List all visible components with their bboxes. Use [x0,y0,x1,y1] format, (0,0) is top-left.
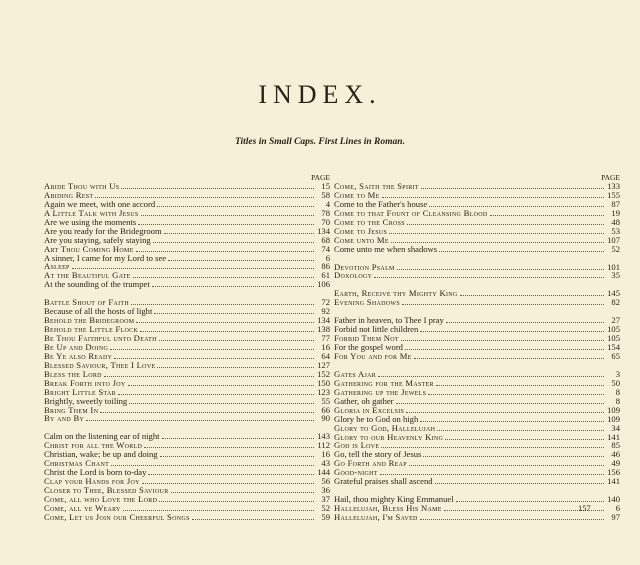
dot-leader [104,376,314,377]
entry-page-number: 109 [607,413,620,424]
dot-leader [405,349,604,350]
page-column-header: PAGE [311,173,330,182]
entry-title: Devotion Psalm [334,261,395,272]
index-entry [334,352,620,361]
entry-page-number: 46 [611,449,620,460]
entry-title: Are you staying, safely staying [44,234,151,245]
dot-leader [136,251,314,252]
dot-leader [420,519,604,520]
entry-page-number: 107 [607,234,620,245]
entry-page-number: 56 [321,476,330,487]
entry-page-number: 150 [317,377,330,388]
entry-page-number: 82 [611,297,620,308]
dot-leader [171,492,315,493]
entry-title: Come to the Cross [334,216,405,227]
dot-leader [136,322,314,323]
dot-leader [382,197,604,198]
dot-leader [456,501,604,502]
dot-leader [141,215,314,216]
entry-page-number: 66 [321,404,330,415]
entry-page-number: 87 [611,198,620,209]
entry-title: Abide Thou with Us [44,181,120,191]
dot-leader [420,421,604,422]
index-entry [44,280,330,289]
entry-page-number: 43 [321,458,330,469]
index-entry [44,414,330,423]
entry-page-number: 15 [321,181,330,191]
dot-leader [420,331,604,332]
entry-page-number: 134 [317,225,330,236]
dot-leader [402,304,604,305]
index-entry [44,254,330,263]
entry-title: Be Ye also Ready [44,350,113,361]
index-entry [44,513,330,522]
entry-title: Behold the Little Flock [44,324,139,335]
left-entry-list [44,182,330,522]
entry-title: Brightly, sweetly toiling [44,395,128,406]
entry-title: By and By [44,413,85,424]
entry-page-number: 141 [607,476,620,487]
dot-leader [133,277,314,278]
entry-title: Doxology [334,270,373,281]
entry-page-number: 106 [317,279,330,290]
dot-leader [391,242,604,243]
entry-title: Bless the Lord [44,368,102,379]
dot-leader [168,260,314,261]
entry-title: At the sounding of the trumpet [44,279,150,290]
dot-leader [153,242,314,243]
entry-page-number: 140 [607,494,620,505]
entry-title: Are you ready for the Bridegroom [44,225,162,236]
entry-title: Glory to God, Hallelujah [334,422,436,433]
entry-title: At the Beautiful Gate [44,270,131,281]
dot-leader [397,269,604,270]
index-entry [44,406,330,415]
entry-title: Clap your Hands for Joy [44,476,140,487]
entry-title: For the gospel word [334,342,403,353]
dot-leader [131,304,314,305]
dot-leader [436,385,604,386]
entry-page-number: 134 [317,315,330,326]
dot-leader [72,268,314,269]
entry-title: Forbid not little children [334,324,419,335]
entry-page-number: 6 [615,503,620,514]
entry-page-number: 52 [611,243,620,254]
dot-leader [118,394,314,395]
entry-page-number: 101 [607,261,620,272]
left-index-column [44,173,330,522]
entry-title: Come unto me when shadows [334,243,438,254]
dot-leader [128,385,315,386]
entry-title: Gathering for the Master [334,377,434,388]
dot-leader [374,277,604,278]
dot-leader [414,358,604,359]
entry-title: Because of all the hosts of light [44,306,153,317]
index-entry [334,298,620,307]
entry-title: Come, all ye Weary [44,502,121,513]
entry-page-number: 6 [325,252,330,263]
entry-page-number: 34 [611,422,620,433]
entry-page-number: 19 [611,207,620,218]
entry-page-number: 145 [607,288,620,299]
entry-title: Evening Shadows [334,297,401,308]
dot-leader [380,474,604,475]
entry-title: Gathering up the Jewels [334,386,427,397]
page-number: 157 [578,503,591,513]
entry-page-number: 58 [321,189,330,200]
dot-leader [152,286,314,287]
entry-page-number: 55 [321,395,330,406]
entry-page-number: 8 [615,395,620,406]
entry-title: Calm on the listening ear of night [44,431,160,442]
entry-page-number: 154 [607,342,620,353]
entry-title: Gather, oh gather [334,395,394,406]
entry-title: Glory be to God on high [334,413,419,424]
dot-leader [148,474,314,475]
dot-leader [164,233,314,234]
entry-page-number: 155 [607,189,620,200]
dot-leader [100,412,314,413]
entry-title: Come to Me [334,189,380,200]
dot-leader [123,510,314,511]
entry-page-number: 133 [607,181,620,191]
dot-leader [110,349,314,350]
dot-leader [86,420,314,421]
entry-title: Christ for all the World [44,440,143,451]
right-index-column [334,173,620,522]
dot-leader [129,403,314,404]
entry-title: Christ the Lord is born to-day [44,467,147,478]
dot-leader [429,206,604,207]
entry-page-number: 53 [611,225,620,236]
dot-leader [95,197,314,198]
page-title: INDEX. [258,80,382,109]
entry-page-number: 72 [321,297,330,308]
entry-title: Come, all who Love the Lord [44,493,158,504]
entry-title: Father in heaven, to Thee I pray [334,315,444,326]
entry-page-number: 127 [317,359,330,370]
entry-title: Come to that Fount of Cleansing Blood [334,207,488,218]
entry-page-number: 36 [321,485,330,495]
dot-leader [114,358,314,359]
page-column-header: PAGE [601,173,620,182]
entry-title: Grateful praises shall ascend [334,476,433,487]
entry-title: Again we meet, with one accord [44,198,156,209]
entry-title: Earth, Receive thy Mighty King [334,288,458,299]
entry-page-number: 50 [611,377,620,388]
entry-title: Break Forth into Joy [44,377,126,388]
entry-page-number: 86 [321,261,330,272]
dot-leader [439,251,604,252]
dot-leader [445,439,604,440]
entry-title: Abiding Rest [44,189,94,200]
entry-title: Forbid Them Not [334,333,399,344]
index-entry [334,245,620,254]
dot-leader [421,188,604,189]
index-subtitle: Titles in Small Caps. First Lines in Roman. [235,137,405,147]
dot-leader [460,295,604,296]
dot-leader [159,501,314,502]
entry-title: Are we using the moments [44,216,137,227]
entry-title: Bright Little Star [44,386,116,397]
entry-page-number: 59 [321,511,330,522]
entry-title: Hallelujah, Bless His Name [334,503,442,514]
entry-title: Asleep [44,261,70,272]
dot-leader [437,430,604,431]
entry-page-number: 16 [321,449,330,460]
entry-title: Gloria in Excelsis [334,404,405,415]
dot-leader [378,376,604,377]
entry-page-number: 52 [321,502,330,513]
entry-page-number: 105 [607,333,620,344]
right-entry-list [334,182,620,522]
entry-page-number: 123 [317,386,330,397]
entry-page-number: 65 [611,351,620,361]
dot-leader [157,367,314,368]
dot-leader [381,447,604,448]
entry-page-number: 92 [321,306,330,317]
entry-page-number: 77 [321,333,330,343]
entry-page-number: 85 [611,440,620,451]
entry-page-number: 97 [611,512,620,522]
entry-page-number: 70 [321,216,330,227]
entry-page-number: 61 [321,270,330,281]
dot-leader [406,412,604,413]
entry-title: Come to Jesus [334,225,388,236]
entry-title: Art Thou Coming Home [44,243,134,254]
entry-page-number: 35 [611,270,620,281]
dot-leader [138,224,314,225]
entry-title: Bring Them In [44,404,99,415]
entry-title: Hail, thou mighty King Emmanuel [334,494,454,505]
dot-leader [407,224,604,225]
dot-leader [162,438,314,439]
entry-page-number: 27 [611,315,620,326]
entry-title: Behold the Bridegroom [44,315,135,326]
dot-leader [446,322,604,323]
dot-leader [159,340,314,341]
dot-leader [435,483,604,484]
entry-title: Battle Shout of Faith [44,297,130,308]
entry-title: Go Forth and Reap [334,458,407,469]
entry-title: God is Love [334,440,380,451]
entry-page-number: 109 [607,404,620,415]
entry-page-number: 156 [607,467,620,478]
entry-page-number: 112 [317,440,330,451]
entry-title: Be Up and Doing [44,341,109,352]
entry-title: Glory to our Heavenly King [334,431,444,442]
index-entry [334,271,620,280]
entry-title: Closer to Thee, Blessed Saviour [44,485,169,495]
index-entry [334,513,620,522]
dot-leader [401,340,604,341]
entry-page-number: 144 [317,467,330,478]
entry-page-number: 49 [611,458,620,469]
dot-leader [111,465,314,466]
entry-title: Christian, wake; be up and doing [44,449,158,460]
entry-page-number: 37 [321,493,330,504]
dot-leader [140,331,314,332]
dot-leader [121,188,314,189]
entry-page-number: 68 [321,234,330,245]
entry-title: Go, tell the story of Jesus [334,449,422,460]
dot-leader [160,456,314,457]
group-gap [334,361,620,370]
entry-page-number: 74 [321,243,330,254]
dot-leader [423,456,604,457]
entry-page-number: 8 [615,386,620,397]
entry-page-number: 141 [607,431,620,442]
dot-leader [142,483,314,484]
entry-title: Come unto Me [334,234,389,245]
entry-page-number: 4 [325,198,330,209]
entry-page-number: 64 [321,350,330,361]
entry-title: A sinner, I came for my Lord to see [44,252,167,263]
dot-leader [396,403,604,404]
entry-page-number: 143 [317,431,330,442]
entry-title: Come to the Father's house [334,198,428,209]
dot-leader [409,465,604,466]
entry-page-number: 16 [321,341,330,352]
entry-title: Good-night [334,467,378,478]
entry-page-number: 105 [607,324,620,335]
entry-title: For You and for Me [334,351,412,361]
dot-leader [389,233,604,234]
index-entry [334,477,620,486]
entry-title: A Little Talk with Jesus [44,207,139,218]
entry-title: Hallelujah, I'm Saved [334,512,418,522]
dot-leader [154,313,314,314]
entry-page-number: 152 [317,368,330,379]
entry-page-number: 48 [611,216,620,227]
entry-title: Be Thou Faithful unto Death [44,333,157,343]
dot-leader [490,215,604,216]
entry-title: Gates Ajar [334,368,377,379]
entry-page-number: 90 [321,413,330,424]
dot-leader [144,447,314,448]
entry-page-number: 138 [317,324,330,335]
entry-title: Christmas Chant [44,458,110,469]
index-entry [334,263,620,272]
dot-leader [428,394,604,395]
entry-page-number: 78 [321,207,330,218]
entry-title: Come, Let us Join our Cheerful Songs [44,511,190,522]
entry-title: Come, Saith the Spirit [334,181,419,191]
dot-leader [192,519,314,520]
dot-leader [157,206,314,207]
entry-page-number: 3 [615,368,620,379]
entry-title: Blessed Saviour, Thee I Love [44,359,156,370]
